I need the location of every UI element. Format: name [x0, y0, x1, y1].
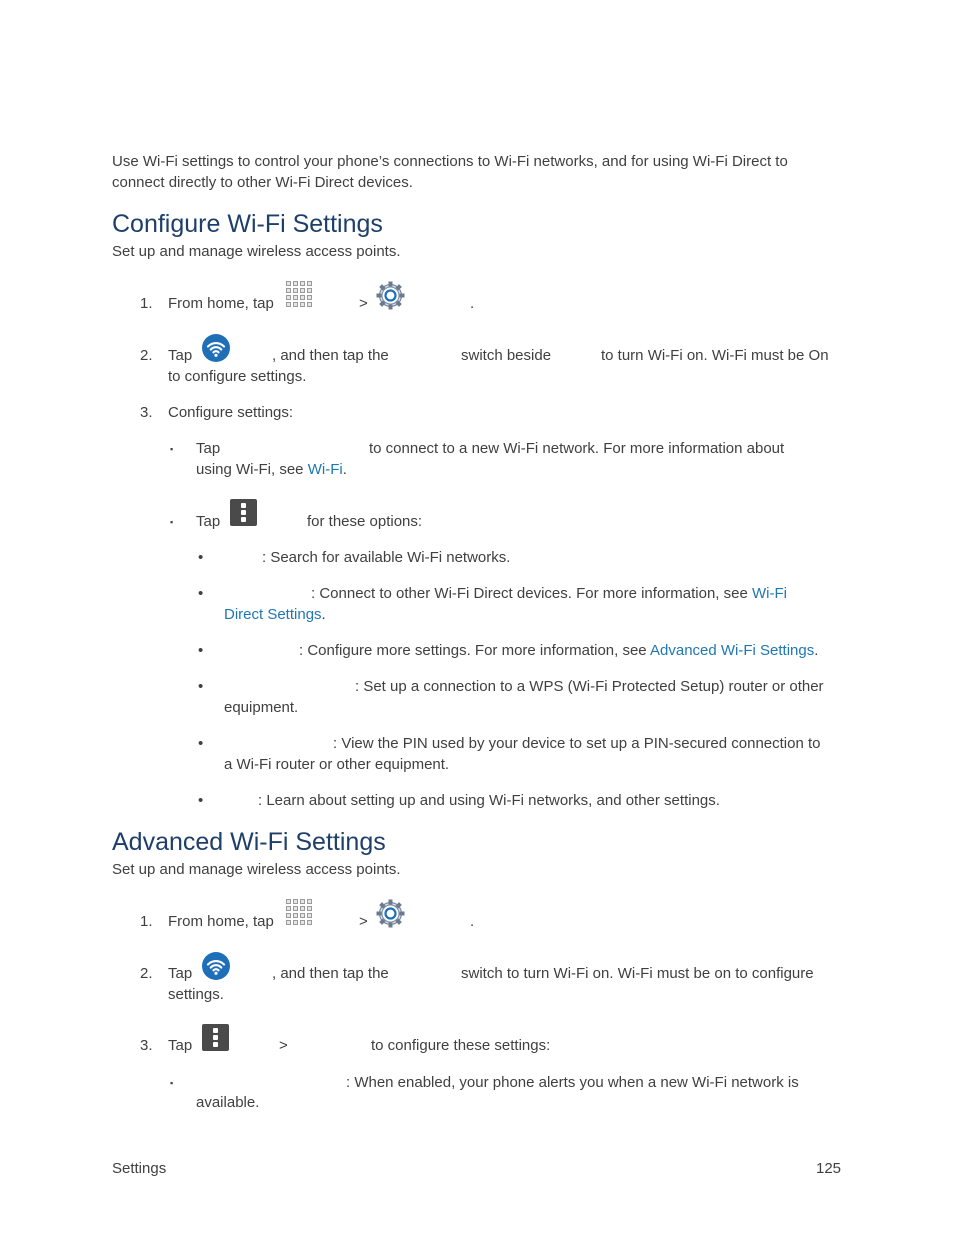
step-number: 1. [140, 295, 153, 312]
advanced-wifi-settings-link[interactable]: Advanced Wi-Fi Settings [650, 642, 815, 659]
step-text: to turn Wi-Fi on. Wi-Fi must be On [601, 347, 829, 364]
step-number: 1. [140, 913, 153, 930]
wifi-link[interactable]: Wi-Fi [307, 461, 343, 478]
footer-section-name: Settings [112, 1160, 167, 1177]
bullet-text: to connect to a new Wi-Fi network. For more information about [369, 440, 785, 457]
step-text: Tap [168, 965, 193, 982]
footer-page-number: 125 [816, 1160, 842, 1177]
bullet-mark: ▪ [170, 1078, 174, 1088]
intro-line-1: Use Wi-Fi settings to control your phone’s connections to Wi-Fi networks, and for using Wi-Fi Direct to [112, 153, 788, 170]
sub-bullet-text-advanced [299, 642, 818, 660]
step-text: to configure settings. [168, 368, 307, 385]
step-text: From home, tap [168, 913, 274, 930]
step-number: 3. [140, 1037, 153, 1054]
step-end: . [470, 913, 475, 930]
step-number: 2. [140, 347, 153, 364]
bullet-mark: ▪ [170, 517, 174, 527]
bullet-text-part: using Wi-Fi, see [196, 461, 304, 478]
section-title-advanced: Advanced Wi-Fi Settings [112, 828, 386, 856]
sub-bullet-line2 [224, 606, 326, 624]
sub-bullet-mark: • [198, 678, 204, 695]
section-subtitle-advanced: Set up and manage wireless access points. [112, 861, 401, 878]
sub-bullet-text-wps: : Set up a connection to a WPS (Wi-Fi Protected Setup) router or other [355, 678, 824, 695]
sub-bullet-mark: • [198, 585, 204, 602]
sub-bullet-text-part: : Configure more settings. For more information, see [299, 642, 647, 659]
bullet-mark: ▪ [170, 444, 174, 454]
sub-bullet-text-scan: : Search for available Wi-Fi networks. [262, 549, 511, 566]
step-text: , and then tap the [272, 965, 389, 982]
bullet-text: for these options: [307, 513, 423, 530]
wifi-icon [201, 951, 231, 981]
apps-grid-icon [285, 898, 314, 927]
step-separator: > [359, 295, 368, 312]
settings-gear-icon [375, 280, 406, 311]
step-text: , and then tap the [272, 347, 389, 364]
step-text: From home, tap [168, 295, 274, 312]
sub-bullet-mark: • [198, 549, 204, 566]
wifi-direct-link-part2[interactable]: Direct Settings [224, 606, 322, 623]
sub-bullet-end: . [321, 606, 326, 623]
sub-bullet-end: . [814, 642, 819, 659]
bullet-text [196, 461, 347, 479]
section-title-configure: Configure Wi-Fi Settings [112, 210, 383, 238]
sub-bullet-line2: a Wi-Fi router or other equipment. [224, 756, 450, 773]
step-number: 3. [140, 404, 153, 421]
step-number: 2. [140, 965, 153, 982]
wifi-direct-link-part1[interactable]: Wi-Fi [752, 585, 787, 602]
intro-line-2: connect directly to other Wi-Fi Direct devices. [112, 174, 413, 191]
step-text: settings. [168, 986, 224, 1003]
sub-bullet-text-part: : Connect to other Wi-Fi Direct devices. For more information, see [311, 585, 748, 602]
more-options-icon [230, 499, 257, 526]
step-separator: > [359, 913, 368, 930]
step-text: to configure these settings: [371, 1037, 551, 1054]
sub-bullet-text-help: : Learn about setting up and using Wi-Fi networks, and other settings. [258, 792, 720, 809]
bullet-line2: available. [196, 1094, 260, 1111]
step-text: switch beside [461, 347, 552, 364]
sub-bullet-text-pin: : View the PIN used by your device to set up a PIN-secured connection to [333, 735, 821, 752]
settings-gear-icon [375, 898, 406, 929]
sub-bullet-text-wifi-direct [311, 585, 787, 603]
step-end: . [470, 295, 475, 312]
more-options-icon [202, 1024, 229, 1051]
sub-bullet-mark: • [198, 792, 204, 809]
bullet-text-end: . [342, 461, 347, 478]
bullet-text-network-notification: : When enabled, your phone alerts you when a new Wi-Fi network is [346, 1074, 799, 1091]
sub-bullet-mark: • [198, 642, 204, 659]
section-subtitle-configure: Set up and manage wireless access points. [112, 243, 401, 260]
sub-bullet-line2: equipment. [224, 699, 299, 716]
apps-grid-icon [285, 280, 314, 309]
step-text: Tap [168, 1037, 193, 1054]
bullet-text: Tap [196, 513, 221, 530]
step-separator: > [279, 1037, 288, 1054]
sub-bullet-mark: • [198, 735, 204, 752]
step-text: switch to turn Wi-Fi on. Wi-Fi must be on to configure [461, 965, 814, 982]
bullet-text: Tap [196, 440, 221, 457]
step-text: Configure settings: [168, 404, 294, 421]
wifi-icon [201, 333, 231, 363]
step-text: Tap [168, 347, 193, 364]
